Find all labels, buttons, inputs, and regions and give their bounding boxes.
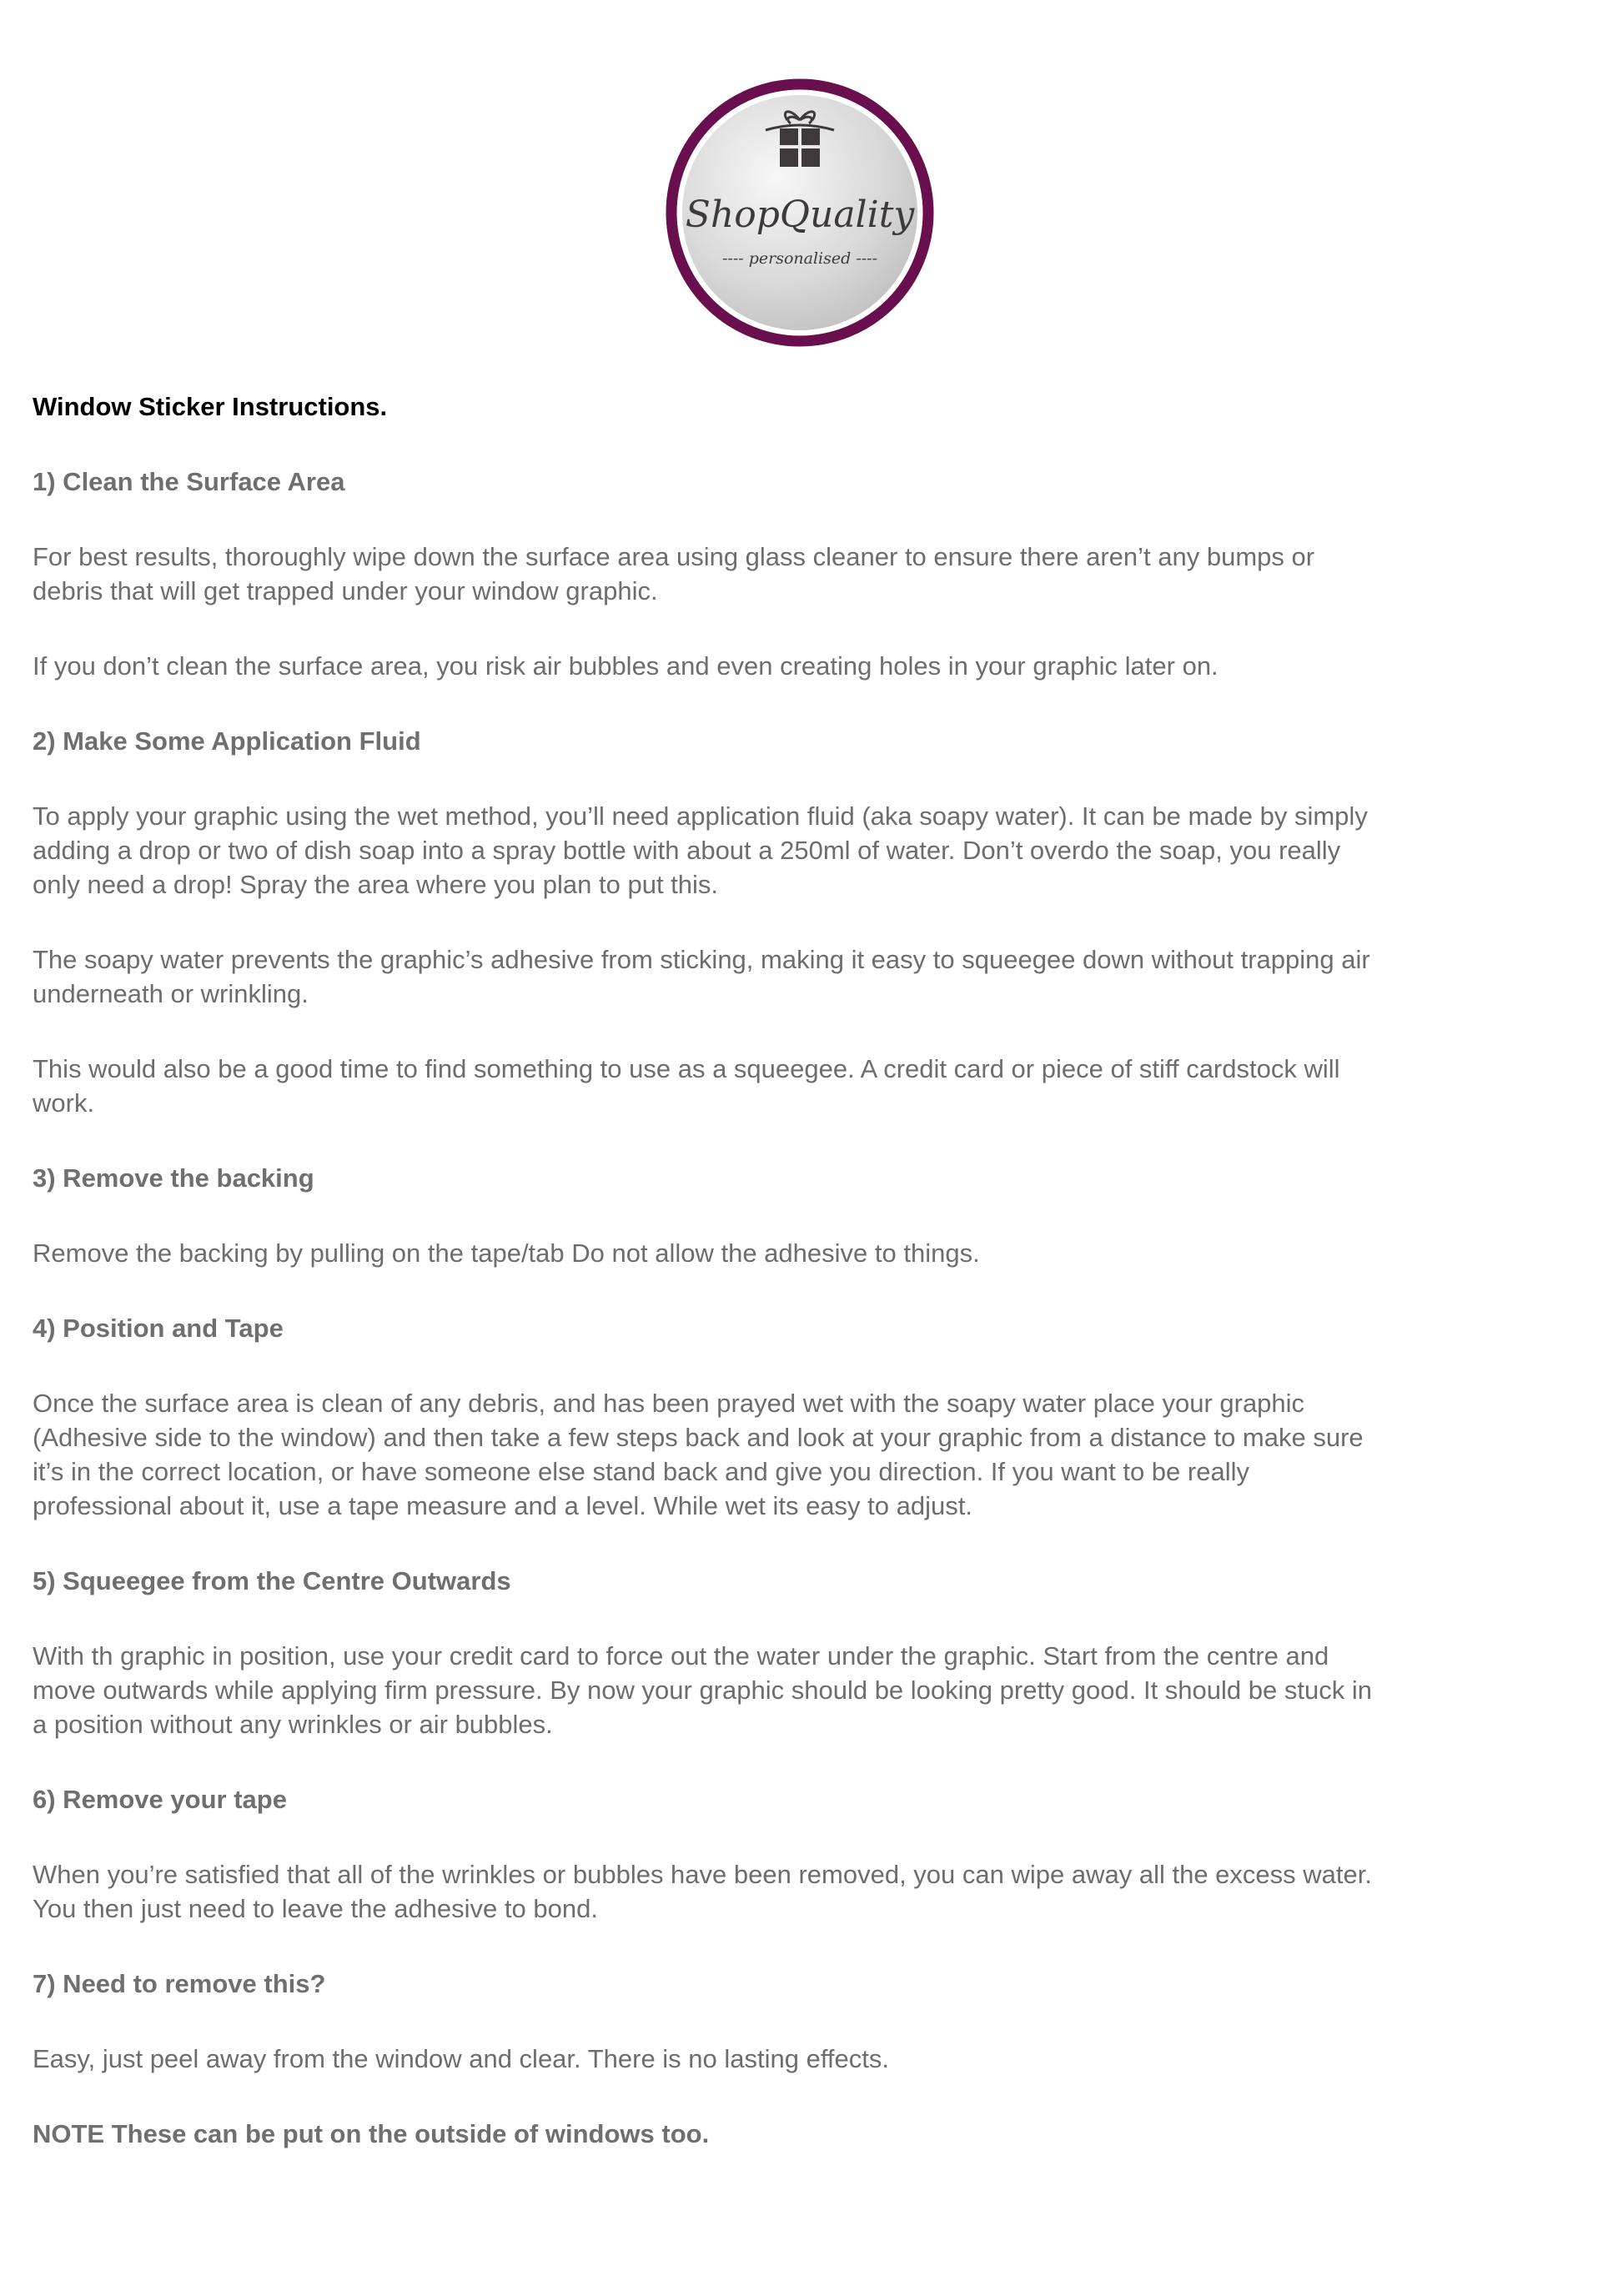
- paragraph-line: When you’re satisfied that all of the wrinkles or bubbles have been removed, you can wipe away all the excess water.: [33, 1860, 1372, 1889]
- paragraph-line: For best results, thoroughly wipe down the surface area using glass cleaner to ensure there aren’t any bumps or: [33, 542, 1315, 571]
- paragraph-line: Easy, just peel away from the window and clear. There is no lasting effects.: [33, 2044, 889, 2073]
- paragraph-line: The soapy water prevents the graphic’s adhesive from sticking, making it easy to squeegee down without trapping air: [33, 945, 1370, 974]
- note: NOTE These can be put on the outside of windows too.: [33, 2119, 710, 2148]
- paragraph-line: move outwards while applying firm pressure. By now your graphic should be looking pretty good. It should be stuck in: [33, 1676, 1372, 1705]
- section-paragraph: [33, 1639, 1609, 1741]
- section-heading: 3) Remove the backing: [33, 1163, 314, 1193]
- paragraph-line: work.: [33, 1088, 95, 1118]
- paragraph-line: adding a drop or two of dish soap into a spray bottle with about a 250ml of water. Don’t overdo the soap, you really: [33, 836, 1341, 865]
- section-heading: 7) Need to remove this?: [33, 1969, 326, 1998]
- section-paragraph: [33, 942, 1609, 1011]
- paragraph-line: Once the surface area is clean of any debris, and has been prayed wet with the soapy water place your graphic: [33, 1389, 1305, 1418]
- paragraph-line: With th graphic in position, use your credit card to force out the water under the graphic. Start from the centre and: [33, 1641, 1329, 1671]
- document-title: Window Sticker Instructions.: [33, 392, 388, 421]
- paragraph-line: only need a drop! Spray the area where you plan to put this.: [33, 870, 719, 899]
- paragraph-line: Remove the backing by pulling on the tape/tab Do not allow the adhesive to things.: [33, 1238, 980, 1268]
- paragraph-line: This would also be a good time to find something to use as a squeegee. A credit card or piece of stiff cardstock will: [33, 1054, 1340, 1083]
- paragraph-line: debris that will get trapped under your window graphic.: [33, 576, 658, 605]
- paragraph-line: If you don’t clean the surface area, you risk air bubbles and even creating holes in your graphic later on.: [33, 651, 1219, 681]
- section-paragraph: [33, 799, 1609, 902]
- section-paragraph: [33, 1052, 1609, 1120]
- section-heading: 2) Make Some Application Fluid: [33, 726, 421, 756]
- paragraph-line: (Adhesive side to the window) and then take a few steps back and look at your graphic from a distance to make sure: [33, 1423, 1364, 1452]
- section-paragraph: [33, 2042, 1609, 2076]
- section-heading: 4) Position and Tape: [33, 1314, 284, 1343]
- section-paragraph: [33, 649, 1609, 683]
- section-heading: 6) Remove your tape: [33, 1785, 287, 1814]
- section-paragraph: [33, 1857, 1609, 1926]
- instructions-document: [33, 389, 1609, 2192]
- paragraph-line: underneath or wrinkling.: [33, 979, 309, 1008]
- paragraph-line: a position without any wrinkles or air bubbles.: [33, 1710, 553, 1739]
- section-paragraph: [33, 1386, 1609, 1523]
- svg-text:ShopQuality: ShopQuality: [685, 193, 915, 236]
- paragraph-line: professional about it, use a tape measure and a level. While wet its easy to adjust.: [33, 1491, 972, 1520]
- section-paragraph: [33, 540, 1609, 608]
- paragraph-line: it’s in the correct location, or have someone else stand back and give you direction. If you want to be really: [33, 1457, 1249, 1486]
- shopquality-logo: [666, 78, 934, 347]
- paragraph-line: You then just need to leave the adhesive to bond.: [33, 1894, 598, 1923]
- section-paragraph: [33, 1236, 1609, 1270]
- svg-text:---- personalised ----: ---- personalised ----: [722, 249, 877, 268]
- section-heading: 5) Squeegee from the Centre Outwards: [33, 1566, 511, 1595]
- section-heading: 1) Clean the Surface Area: [33, 467, 345, 496]
- paragraph-line: To apply your graphic using the wet method, you’ll need application fluid (aka soapy water). It can be made by simply: [33, 801, 1368, 831]
